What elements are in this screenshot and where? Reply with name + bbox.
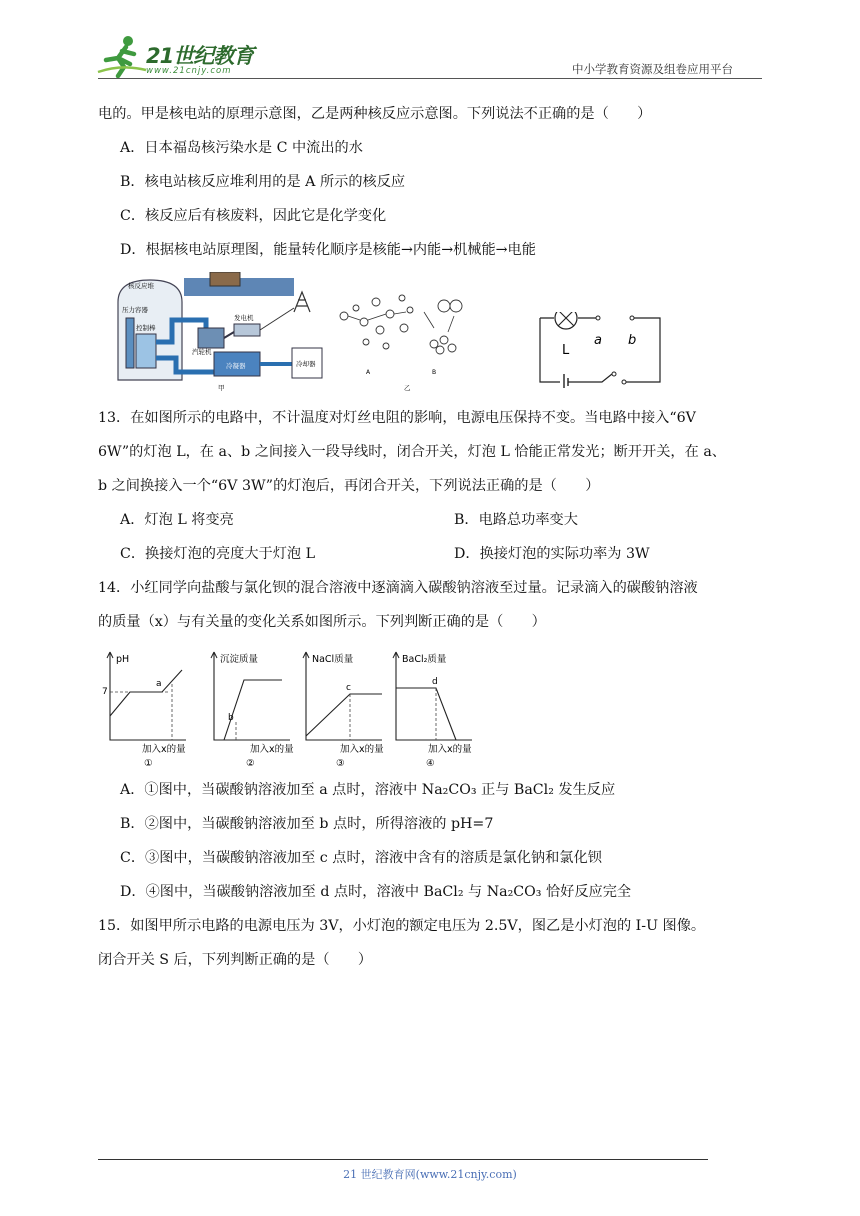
graph-3-nacl — [303, 652, 384, 769]
q13-line-3: b 之间换接入一个“6V 3W”的灯泡后，再闭合开关，下列说法正确的是（ ） — [98, 478, 600, 494]
label-reactor: 核反应堆 — [128, 282, 154, 290]
q13-option-c: C．换接灯泡的亮度大于灯泡 L — [120, 546, 316, 562]
q12-option-c: C．核反应后有核废料，因此它是化学变化 — [120, 208, 387, 224]
q14-option-a: A．①图中，当碳酸钠溶液加至 a 点时，溶液中 Na₂CO₃ 正与 BaCl₂ 发生反应 — [120, 782, 616, 798]
graph-4-point: d — [432, 677, 438, 687]
q12-option-d: D．根据核电站原理图，能量转化顺序是核能→内能→机械能→电能 — [120, 242, 536, 258]
label-reaction-a: A — [366, 369, 371, 376]
circuit-diagram — [532, 312, 666, 388]
graph-4-bacl2 — [393, 652, 472, 769]
graph-3-ylabel: NaCl质量 — [312, 654, 354, 665]
graph-2-ylabel: 沉淀质量 — [220, 654, 259, 665]
terminal-b: b — [628, 333, 637, 348]
graph-4-num: ④ — [426, 758, 435, 769]
q12-stem: 电的。甲是核电站的原理示意图，乙是两种核反应示意图。下列说法不正确的是（ ） — [98, 106, 652, 122]
header-divider — [98, 78, 762, 79]
q15-line-1: 15．如图甲所示电路的电源电压为 3V，小灯泡的额定电压为 2.5V，图乙是小灯泡的 I-U 图像。 — [98, 918, 706, 934]
label-cooler: 冷却器 — [296, 360, 316, 368]
graph-1-xlabel: 加入x的量 — [142, 744, 186, 755]
footer-divider — [98, 1159, 708, 1160]
graph-2-precipitate — [211, 652, 294, 769]
q15-line-2: 闭合开关 S 后，下列判断正确的是（ ） — [98, 952, 373, 968]
q14-option-d: D．④图中，当碳酸钠溶液加至 d 点时，溶液中 BaCl₂ 与 Na₂CO₃ 恰好反应完全 — [120, 884, 632, 900]
platform-name: 中小学教育资源及组卷应用平台 — [572, 62, 733, 76]
terminal-a: a — [594, 333, 602, 348]
label-condenser: 冷凝器 — [226, 362, 246, 370]
graph-2-num: ② — [246, 758, 255, 769]
q13-line-1: 13．在如图所示的电路中，不计温度对灯丝电阻的影响，电源电压保持不变。当电路中接入“6V — [98, 410, 696, 426]
switch-icon — [612, 372, 616, 376]
q14-option-b: B．②图中，当碳酸钠溶液加至 b 点时，所得溶液的 pH=7 — [120, 816, 494, 832]
graph-3-xlabel: 加入x的量 — [340, 744, 384, 755]
lamp-icon — [555, 312, 577, 329]
graph-2-point: b — [228, 713, 234, 723]
logo-text: 21世纪教育 — [146, 44, 254, 68]
graph-1-point: a — [156, 679, 162, 689]
q14-line-1: 14．小红同学向盐酸与氯化钡的混合溶液中逐滴滴入碳酸钠溶液至过量。记录滴入的碳酸钠溶液 — [98, 580, 698, 596]
q14-graphs — [100, 648, 490, 770]
label-reaction-b: B — [432, 369, 437, 376]
q13-line-2: 6W”的灯泡 L，在 a、b 之间接入一段导线时，闭合开关，灯泡 L 恰能正常发光；断开开关，在 a、 — [98, 444, 726, 460]
graph-3-num: ③ — [336, 758, 345, 769]
q13-option-d: D．换接灯泡的实际功率为 3W — [454, 546, 650, 562]
q14-option-c: C．③图中，当碳酸钠溶液加至 c 点时，溶液中含有的溶质是氯化钠和氯化钡 — [120, 850, 602, 866]
graph-2-xlabel: 加入x的量 — [250, 744, 294, 755]
graph-4-ylabel: BaCl₂质量 — [402, 654, 447, 665]
graph-1-ph — [102, 652, 186, 769]
logo-runner-icon — [96, 34, 148, 78]
q12-option-a: A．日本福岛核污染水是 C 中流出的水 — [120, 140, 363, 156]
graph-4-xlabel: 加入x的量 — [428, 744, 472, 755]
nuclear-plant-figure — [114, 272, 474, 396]
q13-option-b: B．电路总功率变大 — [454, 512, 578, 528]
graph-1-num: ① — [144, 758, 153, 769]
label-yi: 乙 — [404, 384, 411, 392]
label-pressure-vessel: 压力容器 — [122, 306, 148, 314]
graph-3-point: c — [346, 683, 351, 693]
graph-1-tick: 7 — [102, 687, 108, 697]
graph-1-ylabel: pH — [116, 654, 130, 665]
q14-line-2: 的质量（x）与有关量的变化关系如图所示。下列判断正确的是（ ） — [98, 614, 546, 630]
label-control-rod: 控制棒 — [136, 324, 156, 332]
q12-option-b: B．核电站核反应堆利用的是 A 所示的核反应 — [120, 174, 406, 190]
footer-link[interactable]: 21 世纪教育网(www.21cnjy.com) — [343, 1168, 517, 1181]
label-jia: 甲 — [218, 384, 225, 392]
label-generator: 发电机 — [234, 314, 254, 322]
q13-option-a: A．灯泡 L 将变亮 — [120, 512, 234, 528]
label-turbine: 汽轮机 — [192, 348, 212, 356]
logo-url: www.21cnjy.com — [146, 66, 232, 76]
lamp-label: L — [562, 343, 570, 358]
battery-icon — [564, 374, 568, 388]
